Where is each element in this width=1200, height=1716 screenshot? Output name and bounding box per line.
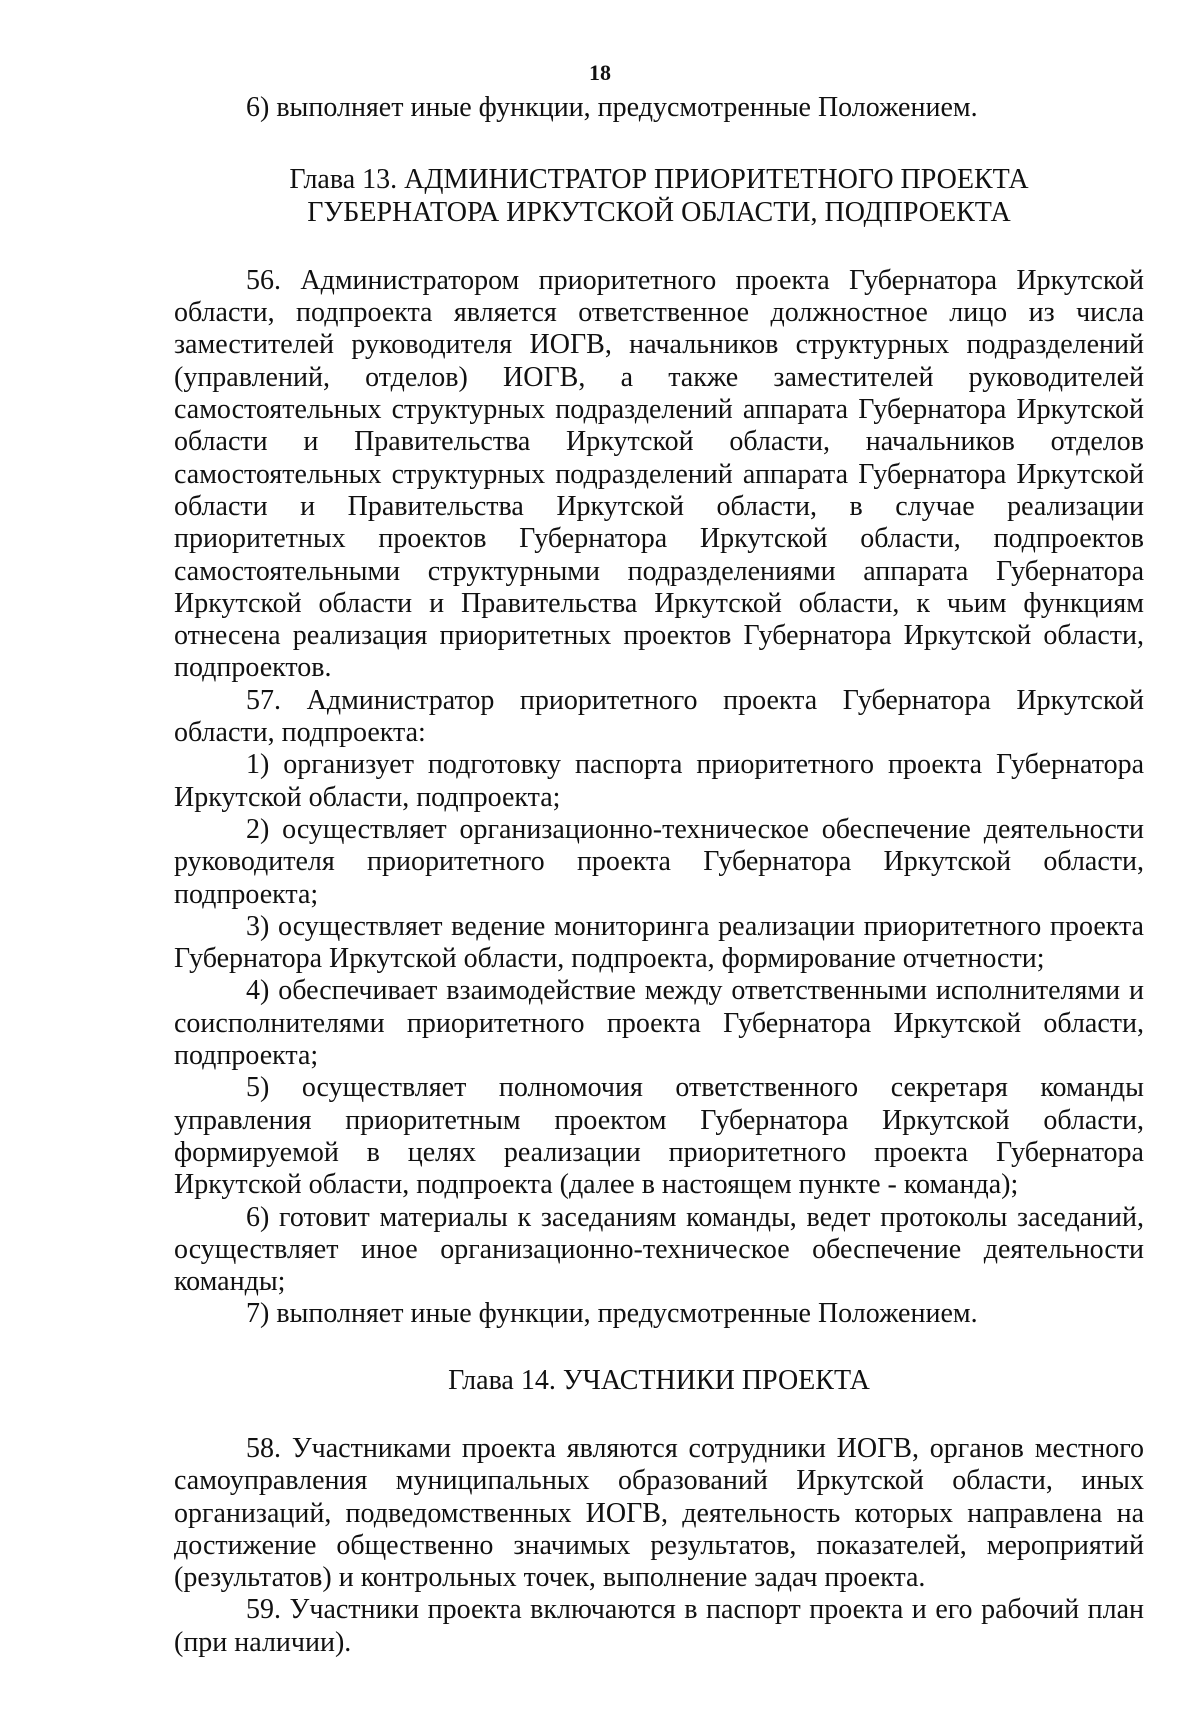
intro-list-item: 6) выполняет иные функции, предусмотренные Положением. <box>246 92 978 123</box>
list-item-1: 1) организует подготовку паспорта приоритетного проекта Губернатора Иркутской области, подпроекта; <box>174 749 1144 813</box>
list-item-6: 6) готовит материалы к заседаниям команды, ведет протоколы заседаний, осуществляет иное организационно-техническое обеспечение деятельности команды; <box>174 1201 1144 1298</box>
list-item-4: 4) обеспечивает взаимодействие между ответственными исполнителями и соисполнителями приоритетного проекта Губернатора Иркутской области, подпроекта; <box>174 975 1144 1072</box>
list-item-7: 7) выполняет иные функции, предусмотренные Положением. <box>246 1298 978 1330</box>
paragraph-56: 56. Администратором приоритетного проекта Губернатора Иркутской области, подпроекта является ответственное должностное лицо из числа заместителей руководителя ИОГВ, начальников структурных подразделений (управлений, отделов) ИОГВ, а также заместителей руководителей самостоятельных структурных подразделений аппарата Губернатора Иркутской области и Правительства Иркутской области, начальников отделов самостоятельных структурных подразделений аппарата Губернатора Иркутской области и Правительства Иркутской области, в случае реализации приоритетных проектов Губернатора Иркутской области, подпроектов самостоятельными структурными подразделениями аппарата Губернатора Иркутской области и Правительства Иркутской области, к чьим функциям отнесена реализация приоритетных проектов Губернатора Иркутской области, подпроектов. <box>174 264 1144 684</box>
chapter-14-title: Глава 14. УЧАСТНИКИ ПРОЕКТА <box>448 1364 870 1396</box>
list-item-2: 2) осуществляет организационно-техническое обеспечение деятельности руководителя приоритетного проекта Губернатора Иркутской области, подпроекта; <box>174 813 1144 910</box>
paragraph-58: 58. Участниками проекта являются сотрудники ИОГВ, органов местного самоуправления муниципальных образований Иркутской области, иных организаций, подведомственных ИОГВ, деятельность которых направлена на достижение общественно значимых результатов, показателей, мероприятий (результатов) и контрольных точек, выполнение задач проекта. <box>174 1432 1144 1594</box>
chapter-13-title: Глава 13. АДМИНИСТРАТОР ПРИОРИТЕТНОГО ПРОЕКТА ГУБЕРНАТОРА ИРКУТСКОЙ ОБЛАСТИ, ПОДПРОЕКТА <box>289 164 1029 228</box>
paragraph-57: 57. Администратор приоритетного проекта Губернатора Иркутской области, подпроекта: <box>174 684 1144 749</box>
list-item-5: 5) осуществляет полномочия ответственного секретаря команды управления приоритетным проектом Губернатора Иркутской области, формируемой в целях реализации приоритетного проекта Губернатора Иркутской области, подпроекта (далее в настоящем пункте - команда); <box>174 1072 1144 1201</box>
paragraph-59: 59. Участники проекта включаются в паспорт проекта и его рабочий план (при наличии). <box>174 1594 1144 1658</box>
list-item-3: 3) осуществляет ведение мониторинга реализации приоритетного проекта Губернатора Иркутской области, подпроекта, формирование отчетности; <box>174 910 1144 975</box>
page-number: 18 <box>589 60 611 85</box>
document-body <box>174 92 1144 1659</box>
